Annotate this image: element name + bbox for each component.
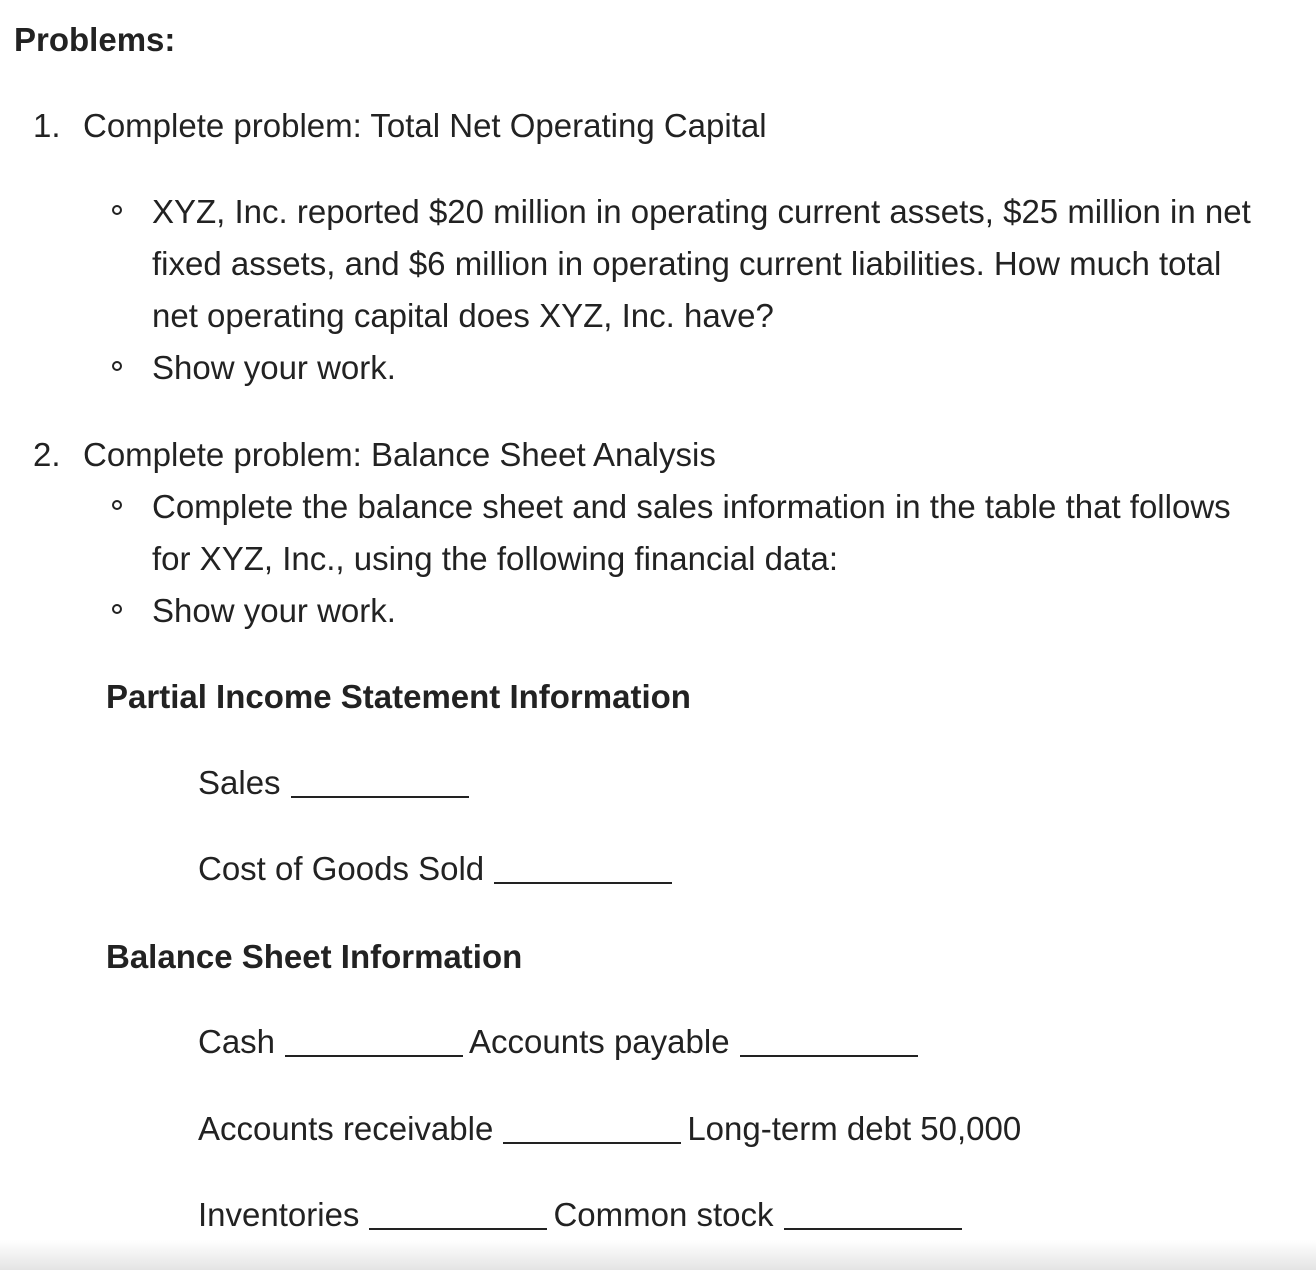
- accounts-payable-blank[interactable]: [740, 1025, 918, 1057]
- sales-blank[interactable]: [291, 766, 469, 798]
- accounts-receivable-blank[interactable]: [503, 1112, 681, 1144]
- problem-2-title: [33, 435, 716, 475]
- long-term-debt-label: Long-term debt 50,000: [687, 1110, 1022, 1147]
- problem-1-title: [33, 106, 767, 146]
- bullet-circle-icon: [112, 205, 122, 215]
- cogs-label: Cost of Goods Sold: [198, 850, 485, 887]
- inventories-blank[interactable]: [369, 1198, 547, 1230]
- receivables-row: [198, 1109, 1021, 1149]
- cash-row: [198, 1022, 918, 1062]
- page-heading: Problems:: [14, 21, 176, 58]
- problem-1-bullet-2-text: Show your work.: [152, 349, 396, 386]
- sales-row: [198, 763, 469, 803]
- problem-1-title-text: Complete problem: Total Net Operating Capital: [83, 107, 767, 144]
- common-stock-label: Common stock: [553, 1196, 774, 1233]
- inventories-row: [198, 1195, 962, 1235]
- income-statement-heading: Partial Income Statement Information: [106, 678, 691, 715]
- problem-2-title-text: Complete problem: Balance Sheet Analysis: [83, 436, 716, 473]
- problem-2-bullet-1: [110, 481, 1270, 585]
- common-stock-blank[interactable]: [784, 1198, 962, 1230]
- cogs-row: [198, 849, 672, 889]
- cogs-blank[interactable]: [494, 852, 672, 884]
- problem-1-number: 1.: [33, 107, 61, 144]
- problem-2-bullet-1-text: Complete the balance sheet and sales information in the table that follows for XYZ, Inc., using the following financial data:: [152, 488, 1231, 577]
- problem-2-bullet-2-text: Show your work.: [152, 592, 396, 629]
- problem-2-bullet-2: [110, 585, 1270, 637]
- bullet-circle-icon: [112, 500, 122, 510]
- accounts-receivable-label: Accounts receivable: [198, 1110, 494, 1147]
- balance-sheet-heading: Balance Sheet Information: [106, 938, 523, 975]
- inventories-label: Inventories: [198, 1196, 360, 1233]
- problem-1-bullet-1: [110, 186, 1270, 342]
- bottom-scroll-shadow: [0, 1240, 1316, 1270]
- accounts-payable-label: Accounts payable: [469, 1023, 730, 1060]
- cash-label: Cash: [198, 1023, 276, 1060]
- cash-blank[interactable]: [285, 1025, 463, 1057]
- bullet-circle-icon: [112, 604, 122, 614]
- sales-label: Sales: [198, 764, 281, 801]
- bullet-circle-icon: [112, 361, 122, 371]
- problem-2-number: 2.: [33, 436, 61, 473]
- problem-1-bullet-2: [110, 342, 1270, 394]
- problem-1-bullet-1-text: XYZ, Inc. reported $20 million in operating current assets, $25 million in net fixed assets, and $6 million in operating current liabilities. How much total net operating capital does XYZ, Inc. have?: [152, 193, 1251, 334]
